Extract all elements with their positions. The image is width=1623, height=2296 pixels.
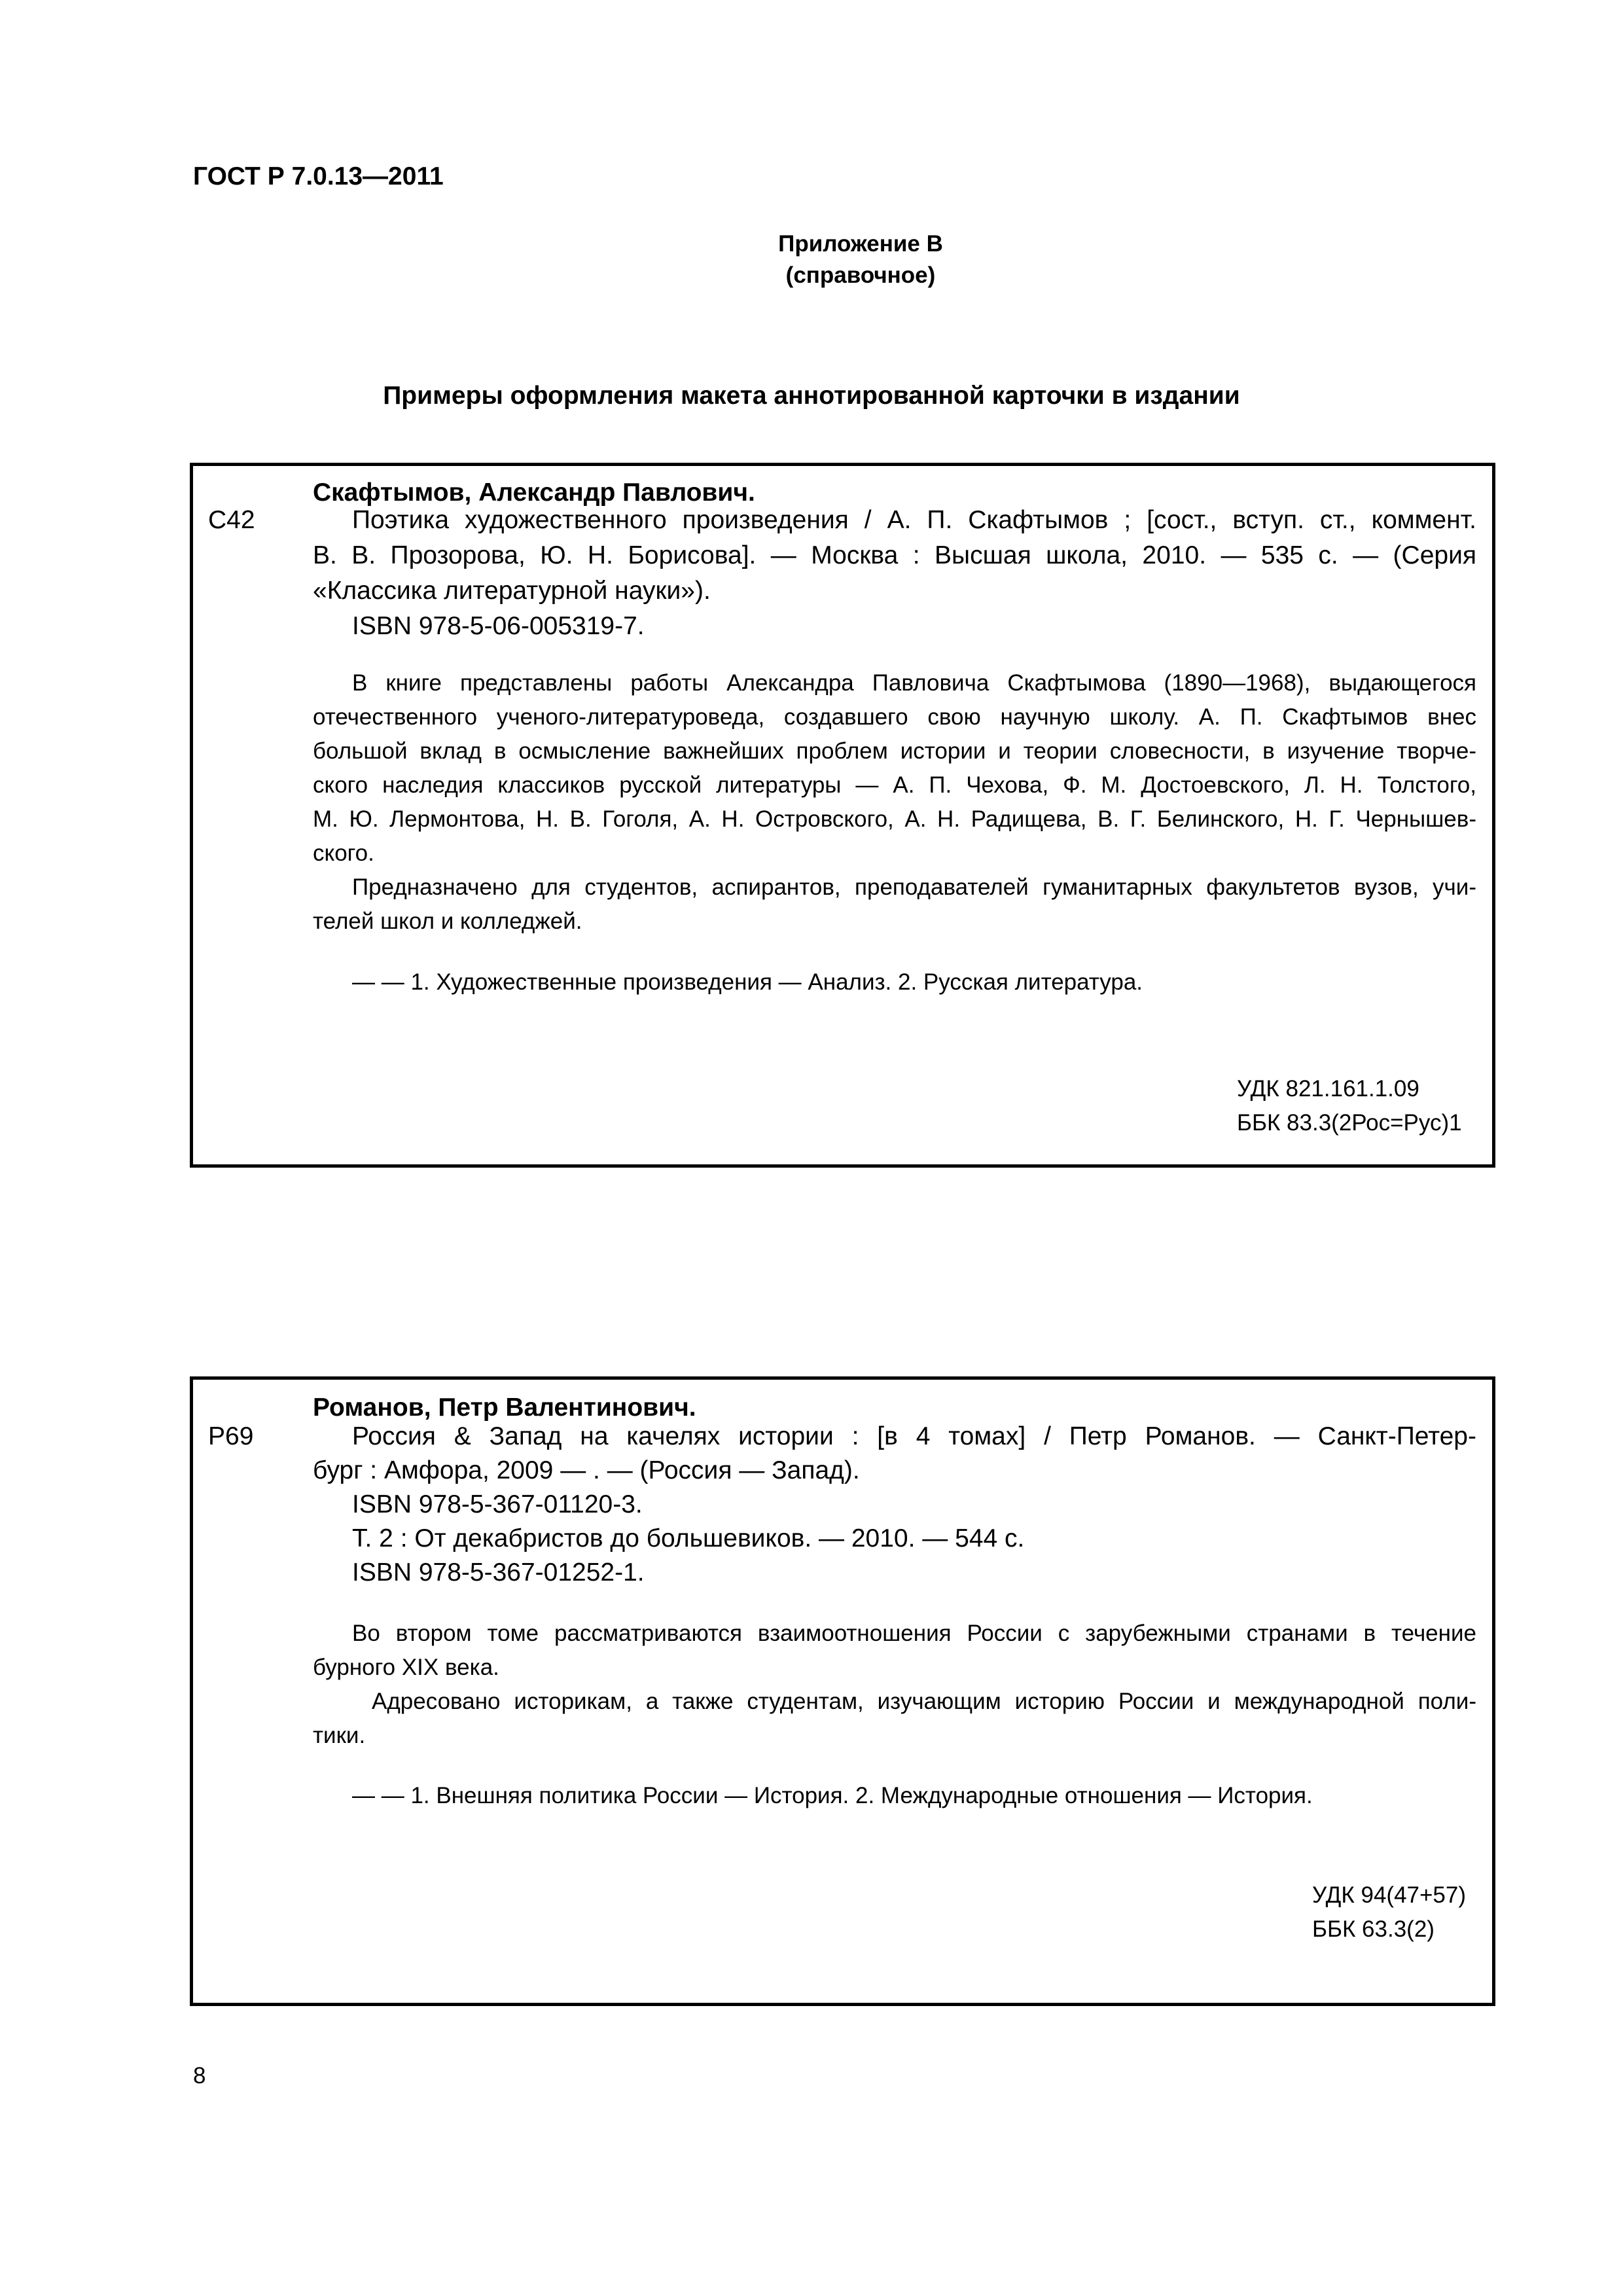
bbk-code: ББК 83.3(2Рос=Рус)1 bbox=[1237, 1110, 1462, 1136]
card-author: Романов, Петр Валентинович. bbox=[313, 1393, 696, 1422]
annotation-line: Во втором томе рассматриваются взаимоотношения России с зарубежными странами в течение bbox=[352, 1621, 1476, 1646]
standard-header: ГОСТ Р 7.0.13—2011 bbox=[193, 162, 444, 190]
card-desc-line: «Классика литературной науки»). bbox=[313, 577, 711, 605]
annotation-line: М. Ю. Лермонтова, Н. В. Гоголя, А. Н. Островского, А. Н. Радищева, В. Г. Белинского, Н. Г. Чернышев- bbox=[313, 806, 1476, 832]
annotation-line: Предназначено для студентов, аспирантов, преподавателей гуманитарных факультетов вузов, учи- bbox=[352, 874, 1476, 900]
card-code: С42 bbox=[208, 506, 255, 534]
card-author: Скафтымов, Александр Павлович. bbox=[313, 478, 755, 507]
bbk-code: ББК 63.3(2) bbox=[1312, 1916, 1435, 1942]
udk-code: УДК 94(47+57) bbox=[1312, 1882, 1467, 1908]
card-volume: Т. 2 : От декабристов до большевиков. — 2010. — 544 с. bbox=[352, 1524, 1025, 1552]
card-desc-line: Россия & Запад на качелях истории : [в 4 томах] / Петр Романов. — Санкт-Петер- bbox=[352, 1422, 1476, 1450]
card-isbn: ISBN 978-5-367-01252-1. bbox=[352, 1558, 645, 1587]
card-desc-line: Поэтика художественного произведения / А. П. Скафтымов ; [сост., вступ. ст., коммент. bbox=[352, 506, 1476, 534]
subject-headings: — — 1. Художественные произведения — Анализ. 2. Русская литература. bbox=[352, 969, 1143, 995]
page-number: 8 bbox=[193, 2063, 206, 2089]
section-title: Примеры оформления макета аннотированной карточки в издании bbox=[383, 382, 1240, 410]
annotation-line: отечественного ученого-литературоведа, создавшего свою научную школу. А. П. Скафтымов внес bbox=[313, 704, 1476, 730]
annotation-line: телей школ и колледжей. bbox=[313, 908, 582, 934]
annotation-line: тики. bbox=[313, 1723, 366, 1748]
annotation-line: Адресовано историкам, а также студентам, изучающим историю России и международной поли- bbox=[372, 1689, 1476, 1714]
annotation-line: бурного XIX века. bbox=[313, 1655, 499, 1680]
subject-headings: — — 1. Внешняя политика России — История. 2. Международные отношения — История. bbox=[352, 1783, 1313, 1808]
udk-code: УДК 821.161.1.09 bbox=[1237, 1076, 1419, 1102]
card-desc-line: В. В. Прозорова, Ю. Н. Борисова]. — Москва : Высшая школа, 2010. — 535 с. — (Серия bbox=[313, 541, 1476, 569]
appendix-subtitle: (справочное) bbox=[785, 262, 936, 288]
annotation-line: ского. bbox=[313, 840, 374, 866]
card-isbn: ISBN 978-5-06-005319-7. bbox=[352, 612, 645, 640]
card-isbn: ISBN 978-5-367-01120-3. bbox=[352, 1490, 643, 1518]
card-code: Р69 bbox=[208, 1422, 254, 1450]
card-desc-line: бург : Амфора, 2009 — . — (Россия — Запад). bbox=[313, 1456, 860, 1484]
annotation-line: В книге представлены работы Александра Павловича Скафтымова (1890—1968), выдающегося bbox=[352, 670, 1476, 696]
appendix-title: Приложение В bbox=[778, 231, 943, 257]
annotation-line: ского наследия классиков русской литературы — А. П. Чехова, Ф. М. Достоевского, Л. Н. Толстого, bbox=[313, 772, 1476, 798]
annotation-line: большой вклад в осмысление важнейших проблем истории и теории словесности, в изучение творче- bbox=[313, 738, 1476, 764]
